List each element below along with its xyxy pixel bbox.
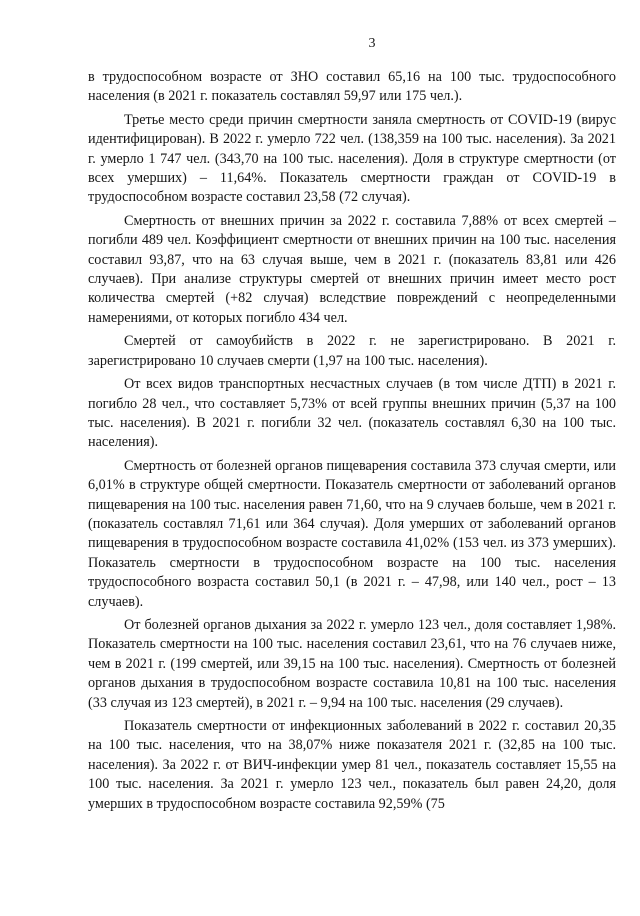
paragraph-5: От всех видов транспортных несчастных случаев (в том числе ДТП) в 2021 г. погибло 28 чел., что составляет 5,73% от всей группы внешних причин (5,37 на 100 тыс. населения). В 2021 г. погибли 32 чел. (показатель составлял 6,30 на 100 тыс. населения). bbox=[88, 376, 616, 451]
paragraph-7: От болезней органов дыхания за 2022 г. умерло 123 чел., доля составляет 1,98%. Показатель смертности на 100 тыс. населения составил 23,61, что на 76 случаев ниже, чем в 2021 г. (199 смертей, или 39,15 на 100 тыс. населения). Смертность от болезней органов дыхания в трудоспособном возрасте составила 10,81 на 100 тыс. населения (33 случая из 123 смертей), в 2021 г. – 9,94 на 100 тыс. населения (29 случаев). bbox=[88, 616, 616, 711]
paragraph-8: Показатель смертности от инфекционных заболеваний в 2022 г. составил 20,35 на 100 тыс. населения, что на 38,07% ниже показателя 2021 г. (32,85 на 100 тыс. населения). За 2022 г. от ВИЧ-инфекции умер 81 чел., показатель составляет 15,55 на 100 тыс. населения. За 2021 г. умерло 123 чел., показатель был равен 24,20, доля умерших в трудоспособном возрасте составила 92,59% (75 bbox=[88, 718, 616, 812]
paragraph-4: Смертей от самоубийств в 2022 г. не зарегистрировано. В 2021 г. зарегистрировано 10 случаев смерти (1,97 на 100 тыс. населения). bbox=[88, 333, 616, 369]
paragraph-2: Третье место среди причин смертности заняла смертность от COVID-19 (вирус идентифицирован). В 2022 г. умерло 722 чел. (138,359 на 100 тыс. населения). За 2021 г. умерло 1 747 чел. (343,70 на 100 тыс. населения). Доля в структуре смертности (от всех умерших) – 11,64%. Показатель смертности граждан от COVID-19 в трудоспособном возрасте составил 23,58 (72 случая). bbox=[88, 111, 616, 206]
page-number: 3 bbox=[368, 36, 376, 51]
paragraph-1: в трудоспособном возрасте от ЗНО составил 65,16 на 100 тыс. трудоспособного населения (в 2021 г. показатель составлял 59,97 или 175 чел.). bbox=[88, 69, 616, 105]
paragraph-3: Смертность от внешних причин за 2022 г. составила 7,88% от всех смертей – погибли 489 чел. Коэффициент смертности от внешних причин на 100 тыс. населения составил 93,87, что на 63 случая выше, чем в 2021 г. (показатель 83,81 или 426 случаев). При анализе структуры смертей от внешних причин имеет место рост количества смертей (+82 случая) вследствие повреждений с неопределенными намерениями, от которых погибло 434 чел. bbox=[88, 212, 616, 326]
paragraph-6: Смертность от болезней органов пищеварения составила 373 случая смерти, или 6,01% в структуре общей смертности. Показатель смертности от заболеваний органов пищеварения на 100 тыс. населения равен 71,60, что на 9 случаев больше, чем в 2021 г. (показатель составлял 71,61 или 364 случая). Доля умерших от заболеваний органов пищеварения в трудоспособном возрасте составила 41,02% (153 чел. из 373 умерших). Показатель смертности в трудоспособном возрасте на 100 тыс. населения трудоспособного возраста составил 50,1 (в 2021 г. – 47,98, или 140 чел., рост – 13 случаев). bbox=[88, 457, 616, 610]
document-body bbox=[88, 68, 616, 814]
